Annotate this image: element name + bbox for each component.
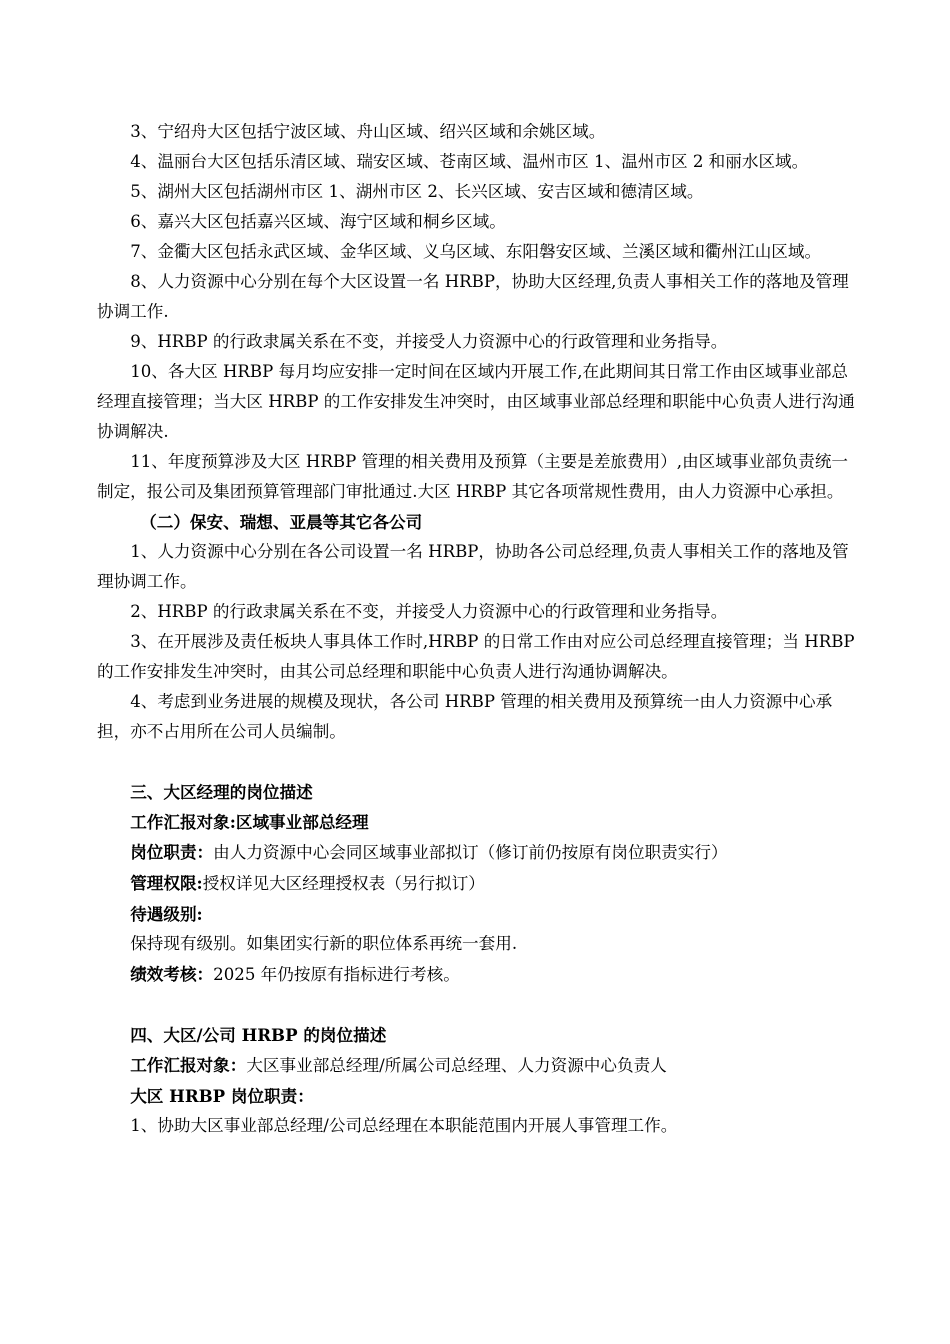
list-item: 1、协助大区事业部总经理/公司总经理在本职能范围内开展人事管理工作。 bbox=[130, 1116, 678, 1135]
list-item: 7、金衢大区包括永武区域、金华区域、义乌区域、东阳磐安区域、兰溪区域和衢州江山区域。 bbox=[130, 242, 822, 261]
performance-value: 2025 年仍按原有指标进行考核。 bbox=[213, 965, 460, 984]
list-item: 10、各大区 HRBP 每月均应安排一定时间在区域内开展工作,在此期间其日常工作由区域事业部总经理直接管理；当大区 HRBP 的工作安排发生冲突时，由区域事业部总经理和职能中心负责人进行沟通协调解决. bbox=[97, 362, 855, 441]
list-item: 4、考虑到业务进展的规模及现状，各公司 HRBP 管理的相关费用及预算统一由人力资源中心承担，亦不占用所在公司人员编制。 bbox=[97, 692, 833, 741]
duty-value: 由人力资源中心会同区域事业部拟订（修订前仍按原有岗位职责实行） bbox=[213, 843, 728, 862]
list-item: 4、温丽台大区包括乐清区域、瑞安区域、苍南区域、温州市区 1、温州市区 2 和丽水区域。 bbox=[130, 152, 809, 171]
section-heading: 三、大区经理的岗位描述 bbox=[130, 782, 313, 802]
list-item: 9、HRBP 的行政隶属关系在不变，并接受人力资源中心的行政管理和业务指导。 bbox=[130, 332, 728, 351]
duty-heading: 大区 HRBP 岗位职责： bbox=[130, 1086, 314, 1106]
authority-value: 授权详见大区经理授权表（另行拟订） bbox=[202, 874, 485, 893]
list-item: 6、嘉兴大区包括嘉兴区域、海宁区域和桐乡区域。 bbox=[130, 212, 506, 231]
list-item: 3、在开展涉及责任板块人事具体工作时,HRBP 的日常工作由对应公司总经理直接管理；当 HRBP 的工作安排发生冲突时，由其公司总经理和职能中心负责人进行沟通协调解决。 bbox=[97, 632, 855, 681]
authority-line bbox=[97, 868, 857, 899]
list-item: 5、湖州大区包括湖州市区 1、湖州市区 2、长兴区域、安吉区域和德清区域。 bbox=[130, 182, 704, 201]
grade-value: 保持现有级别。如集团实行新的职位体系再统一套用. bbox=[130, 934, 518, 953]
report-label: 工作汇报对象： bbox=[130, 1055, 247, 1075]
performance-line bbox=[97, 959, 857, 990]
performance-label: 绩效考核： bbox=[130, 964, 214, 984]
report-line bbox=[97, 1050, 857, 1081]
list-item: 2、HRBP 的行政隶属关系在不变，并接受人力资源中心的行政管理和业务指导。 bbox=[130, 602, 728, 621]
grade-label: 待遇级别: bbox=[130, 904, 203, 924]
duty-line bbox=[97, 837, 857, 868]
report-to-line: 工作汇报对象:区域事业部总经理 bbox=[130, 812, 369, 832]
list-item: 8、人力资源中心分别在每个大区设置一名 HRBP，协助大区经理,负责人事相关工作的落地及管理协调工作. bbox=[97, 272, 849, 321]
section-heading: 四、大区/公司 HRBP 的岗位描述 bbox=[130, 1025, 387, 1045]
report-value: 大区事业部总经理/所属公司总经理、人力资源中心负责人 bbox=[246, 1056, 667, 1075]
authority-label: 管理权限: bbox=[130, 873, 203, 893]
list-item: 1、人力资源中心分别在各公司设置一名 HRBP，协助各公司总经理,负责人事相关工作的落地及管理协调工作。 bbox=[97, 542, 849, 591]
spacer bbox=[97, 990, 857, 1020]
duty-label: 岗位职责： bbox=[130, 842, 214, 862]
document-body bbox=[97, 117, 857, 1141]
list-item: 11、年度预算涉及大区 HRBP 管理的相关费用及预算（主要是差旅费用）,由区域事业部负责统一制定，报公司及集团预算管理部门审批通过.大区 HRBP 其它各项常规性费用，由人力资源中心承担。 bbox=[97, 452, 849, 501]
list-item: 3、宁绍舟大区包括宁波区域、舟山区域、绍兴区域和余姚区域。 bbox=[130, 122, 606, 141]
spacer bbox=[97, 747, 857, 777]
subsection-heading: （二）保安、瑞想、亚晨等其它各公司 bbox=[140, 512, 423, 532]
